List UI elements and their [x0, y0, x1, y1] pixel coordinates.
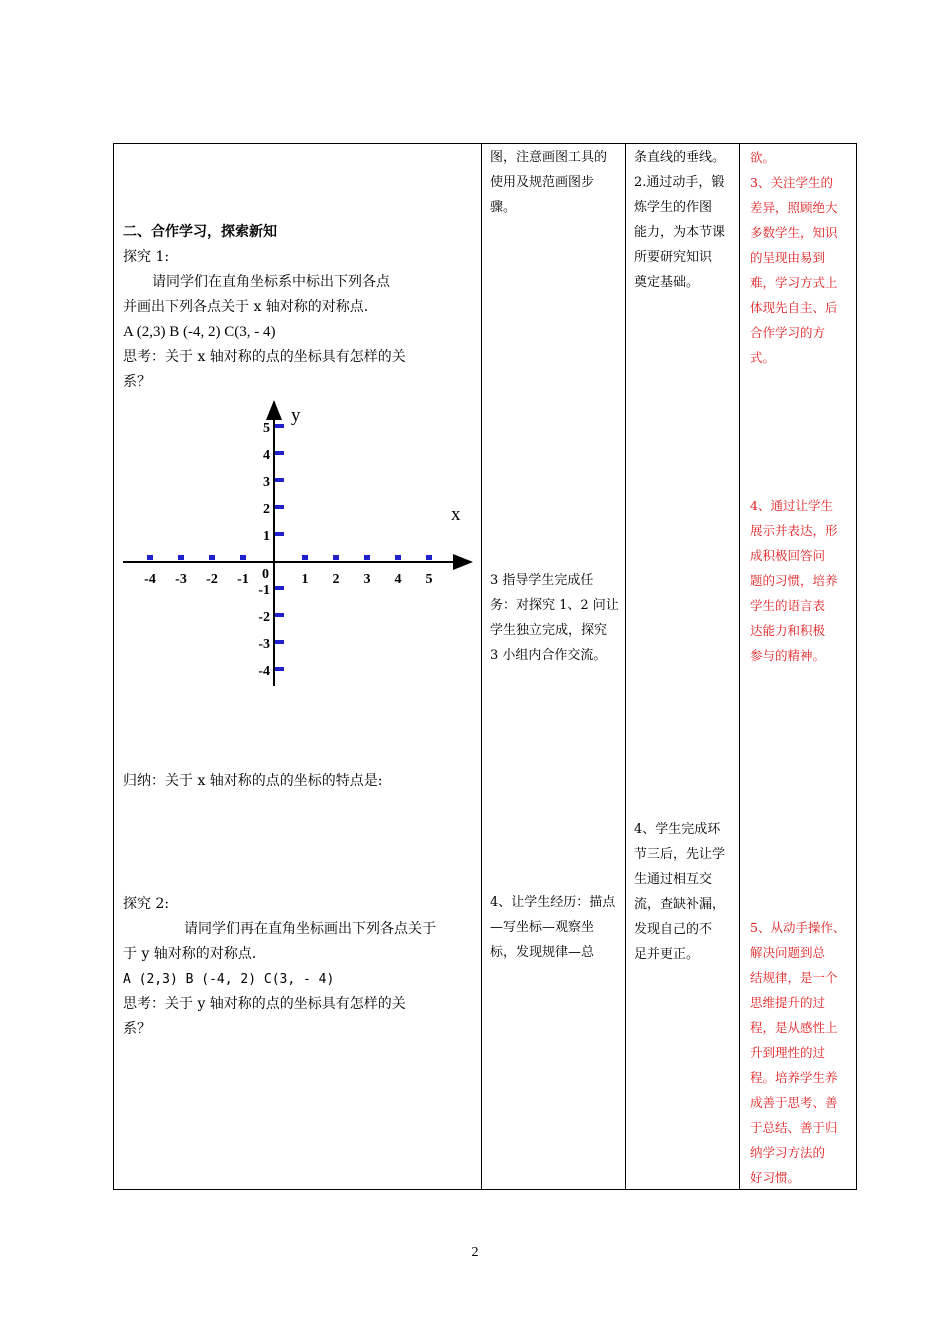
y-tick-label: 1	[263, 529, 270, 544]
explore1-points: A (2,3) B (-4, 2) C(3, - 4)	[123, 324, 276, 340]
y-tick-mark	[275, 532, 284, 536]
summary-line: 归纳：关于 x 轴对称的点的坐标的特点是:	[123, 773, 383, 789]
y-tick-mark	[275, 505, 284, 509]
coordinate-system	[115, 394, 479, 694]
intent-note: 好习惯。	[750, 1170, 801, 1185]
teacher-note: 3 指导学生完成任	[490, 573, 594, 588]
x-tick-mark	[240, 555, 246, 560]
intent-note: 题的习惯，培养	[750, 573, 838, 588]
student-note: 奠定基础。	[634, 275, 700, 290]
intent-note: 结规律，是一个	[750, 970, 838, 985]
teacher-note: 务：对探究 1、2 问让	[490, 598, 619, 613]
intent-note: 5、从动手操作、	[750, 920, 846, 935]
lesson-plan-table	[113, 143, 857, 1190]
explore2-points: A (2,3) B (-4, 2) C(3, - 4)	[123, 972, 335, 987]
intent-note: 的呈现由易到	[750, 250, 826, 265]
think1-line2: 系？	[123, 374, 151, 390]
student-note: 流，查缺补漏，	[634, 897, 726, 912]
teacher-note: 学生独立完成，探究	[490, 623, 608, 638]
student-column	[626, 144, 739, 1189]
teacher-note: 标，发现规律—总	[490, 945, 595, 960]
explore1-line2: 并画出下列各点关于 x 轴对称的对称点.	[123, 299, 369, 315]
intent-note: 升到理性的过	[750, 1045, 826, 1060]
x-tick-mark	[178, 555, 184, 560]
student-note: 能力，为本节课	[634, 225, 726, 240]
y-tick-label: -4	[258, 664, 270, 679]
y-tick-mark	[275, 451, 284, 455]
x-tick-mark	[395, 555, 401, 560]
intent-note: 学生的语言表	[750, 598, 826, 613]
explore2-line2: 于 y 轴对称的对称点.	[123, 946, 257, 962]
content-column	[114, 144, 481, 1189]
intent-note: 合作学习的方	[750, 325, 826, 340]
x-tick-mark	[426, 555, 432, 560]
explore1-label: 探究 1:	[123, 249, 170, 265]
x-tick-label: -1	[237, 572, 249, 587]
x-tick-label: -3	[175, 572, 187, 587]
intent-note: 纳学习方法的	[750, 1145, 826, 1160]
x-tick-label: 3	[363, 572, 371, 587]
explore2-label: 探究 2:	[123, 896, 170, 912]
teacher-note: 3 小组内合作交流。	[490, 648, 607, 663]
student-note: 2.通过动手，锻	[634, 175, 725, 190]
intent-note: 思维提升的过	[750, 995, 826, 1010]
section-title: 二、合作学习，探索新知	[123, 224, 277, 240]
intent-note: 解决问题到总	[750, 945, 826, 960]
think1-line1: 思考：关于 x 轴对称的点的坐标具有怎样的关	[123, 349, 406, 365]
student-note: 节三后，先让学	[634, 847, 726, 862]
think2-line2: 系？	[123, 1021, 151, 1037]
intent-note: 体现先自主、后	[750, 300, 838, 315]
page-number: 2	[471, 1245, 479, 1260]
y-tick-mark	[275, 640, 284, 644]
y-tick-label: 4	[263, 448, 270, 463]
teacher-note: 骤。	[490, 200, 517, 215]
y-tick-label: -2	[258, 610, 270, 625]
intent-note: 成积极回答问	[750, 548, 826, 563]
y-tick-mark	[275, 586, 284, 590]
y-tick-mark	[275, 613, 284, 617]
teacher-note: 图，注意画图工具的	[490, 150, 608, 165]
intent-note: 差异，照顾绝大	[750, 200, 838, 215]
x-axis-label: x	[451, 504, 461, 525]
intent-note: 多数学生，知识	[750, 225, 838, 240]
y-tick-label: 3	[263, 475, 270, 490]
student-note: 炼学生的作图	[634, 200, 713, 215]
intent-note: 程，是从感性上	[750, 1020, 838, 1035]
y-tick-label: -3	[258, 637, 270, 652]
explore1-line1: 请同学们在直角坐标系中标出下列各点	[152, 274, 390, 290]
teacher-note: 4、让学生经历：描点	[490, 895, 616, 910]
design-intent-column	[740, 144, 856, 1189]
intent-note: 欲。	[750, 150, 776, 165]
student-note: 条直线的垂线。	[634, 150, 726, 165]
x-tick-label: 2	[332, 572, 340, 587]
teacher-column	[482, 144, 625, 1189]
think2-line1: 思考：关于 y 轴对称的点的坐标具有怎样的关	[123, 996, 406, 1012]
student-note: 发现自己的不	[634, 922, 713, 937]
x-tick-mark	[333, 555, 339, 560]
teacher-note: —写坐标—观察坐	[490, 920, 595, 935]
y-tick-mark	[275, 478, 284, 482]
intent-note: 4、通过让学生	[750, 498, 833, 513]
x-tick-mark	[302, 555, 308, 560]
x-tick-mark	[147, 555, 153, 560]
intent-note: 参与的精神。	[750, 648, 826, 663]
x-tick-label: 1	[301, 572, 309, 587]
student-note: 生通过相互交	[634, 872, 713, 887]
intent-note: 难，学习方式上	[750, 275, 838, 290]
teacher-note: 使用及规范画图步	[490, 175, 595, 190]
x-tick-label: 5	[425, 572, 433, 587]
intent-note: 3、关注学生的	[750, 175, 833, 190]
intent-note: 达能力和积极	[750, 623, 826, 638]
x-tick-mark	[364, 555, 370, 560]
y-tick-mark	[275, 667, 284, 671]
intent-note: 式。	[750, 350, 776, 365]
intent-note: 成善于思考、善	[750, 1095, 838, 1110]
x-tick-label: 4	[394, 572, 402, 587]
student-note: 足并更正。	[634, 947, 700, 962]
x-tick-label: -4	[144, 572, 156, 587]
intent-note: 程。培养学生养	[750, 1070, 838, 1085]
x-tick-label: -2	[206, 572, 218, 587]
explore2-line1: 请同学们再在直角坐标画出下列各点关于	[184, 921, 436, 937]
student-note: 4、学生完成环	[634, 822, 721, 837]
y-tick-label: 5	[263, 421, 270, 436]
intent-note: 展示并表达，形	[750, 523, 838, 538]
intent-note: 于总结、善于归	[750, 1120, 838, 1135]
student-note: 所要研究知识	[634, 250, 713, 265]
y-tick-label: 2	[263, 502, 270, 517]
y-axis-label: y	[291, 405, 301, 426]
origin-label: 0	[262, 567, 269, 582]
y-tick-label: -1	[258, 583, 270, 598]
x-tick-mark	[209, 555, 215, 560]
y-tick-mark	[275, 424, 284, 428]
